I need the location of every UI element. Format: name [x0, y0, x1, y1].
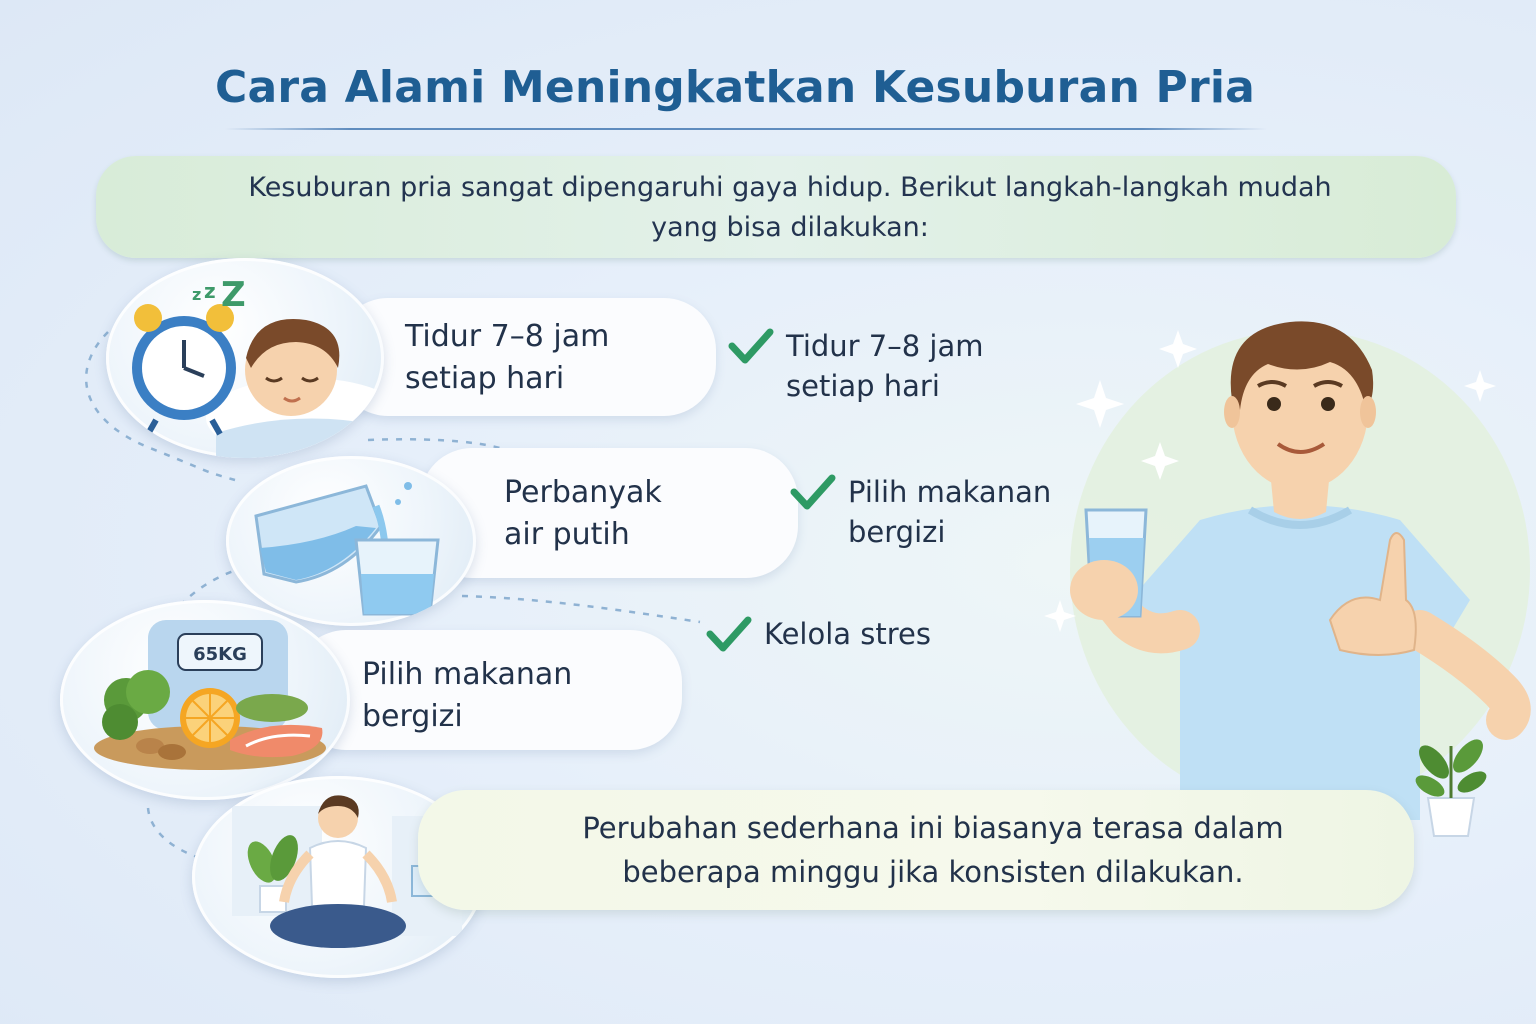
- checklist-line-2: bergizi: [848, 515, 946, 549]
- step-text-food: [362, 654, 572, 738]
- sleep-alarm-icon: [106, 258, 384, 458]
- step-sleep-line-1: Tidur 7–8 jam: [405, 319, 610, 354]
- intro-line-2: yang bisa dilakukan:: [651, 212, 929, 243]
- step-water-line-1: Perbanyak: [504, 475, 662, 510]
- checkmark-icon: [728, 326, 774, 366]
- checklist-line-1: Kelola stres: [764, 617, 931, 651]
- step-food-line-1: Pilih makanan: [362, 657, 573, 692]
- conclusion-text: [430, 806, 1436, 894]
- checklist-item: [706, 614, 931, 654]
- scale-weight-label: 65KG: [193, 644, 247, 665]
- checklist-text: [764, 614, 931, 654]
- checklist-line-2: setiap hari: [786, 369, 940, 403]
- page-title: Cara Alami Meningkatkan Kesuburan Pria: [214, 62, 1256, 113]
- water-glass-icon: [226, 456, 476, 626]
- svg-text:z: z: [204, 279, 216, 303]
- svg-text:Z: Z: [221, 275, 246, 315]
- checklist-line-1: Pilih makanan: [848, 475, 1052, 509]
- step-water-line-2: air putih: [504, 517, 630, 552]
- intro-line-1: Kesuburan pria sangat dipengaruhi gaya hidup. Berikut langkah-langkah mudah: [248, 172, 1332, 203]
- checkmark-icon: [706, 614, 752, 654]
- svg-text:z: z: [192, 285, 202, 304]
- step-food-line-2: bergizi: [362, 699, 463, 734]
- checklist-line-1: Tidur 7–8 jam: [786, 329, 984, 363]
- checklist-item: [728, 326, 984, 406]
- sleep-illustration: [106, 258, 384, 458]
- step-text-water: [504, 472, 662, 556]
- food-illustration: [60, 600, 350, 800]
- healthy-food-icon: [60, 600, 350, 800]
- step-text-sleep: [405, 316, 609, 400]
- water-illustration: [226, 456, 476, 626]
- checklist-text: [786, 326, 984, 406]
- checkmark-icon: [790, 472, 836, 512]
- step-sleep-line-2: setiap hari: [405, 361, 565, 396]
- conclusion-line-2: beberapa minggu jika konsisten dilakukan.: [622, 855, 1244, 889]
- conclusion-line-1: Perubahan sederhana ini biasanya terasa dalam: [582, 811, 1284, 845]
